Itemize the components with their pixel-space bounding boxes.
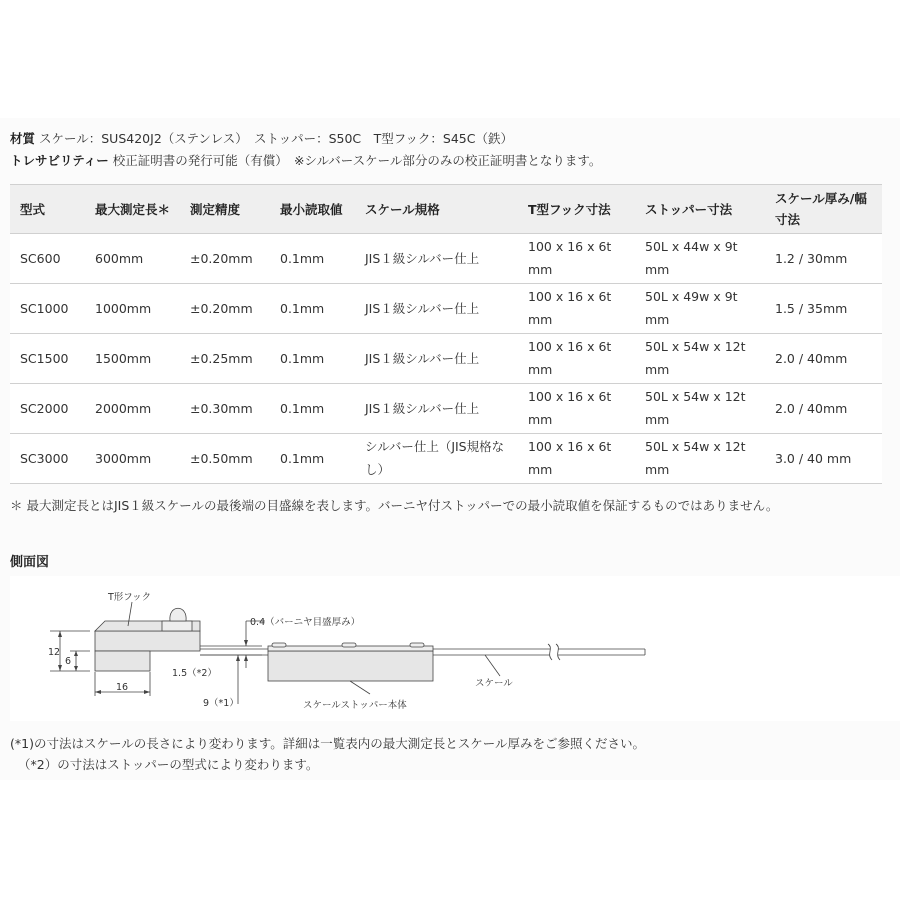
cell-accuracy: ±0.50mm: [180, 434, 270, 484]
label-stopper-body: スケールストッパー本体: [303, 700, 407, 711]
side-view-heading: 側面図: [10, 555, 50, 570]
cell-t-hook-size: 100 x 16 x 6t mm: [518, 284, 635, 334]
side-view-drawing: [10, 576, 900, 721]
cell-max-length: 1500mm: [85, 334, 180, 384]
label-dim-12: 12: [48, 647, 61, 658]
cell-model: SC2000: [10, 384, 85, 434]
footnote: ＊ 最大測定長とはJIS１級スケールの最後端の目盛線を表します。バーニヤ付ストッパーでの最小読取値を保証するものではありません。: [10, 498, 779, 513]
cell-stopper-size: 50L x 49w x 9t mm: [635, 284, 765, 334]
label-scale: スケール: [475, 678, 513, 689]
cell-scale-thickness-width: 3.0 / 40 mm: [765, 434, 882, 484]
header-scale-thickness-width: スケール厚み/幅寸法: [765, 185, 882, 234]
table-row: [10, 334, 882, 384]
t-hook-screw-base: [162, 621, 192, 631]
scale-leader: [485, 655, 500, 676]
cell-scale-standard: JIS１級シルバー仕上: [355, 334, 518, 384]
cell-scale-standard: JIS１級シルバー仕上: [355, 384, 518, 434]
cell-t-hook-size: 100 x 16 x 6t mm: [518, 234, 635, 284]
cell-stopper-size: 50L x 54w x 12t mm: [635, 384, 765, 434]
cell-t-hook-size: 100 x 16 x 6t mm: [518, 334, 635, 384]
stopper-screw-middle: [342, 643, 356, 647]
header-model: 型式: [10, 185, 85, 234]
stopper-body-shape: [268, 651, 433, 681]
label-dim-6: 6: [65, 656, 72, 667]
cell-min-reading: 0.1mm: [270, 234, 355, 284]
cell-max-length: 1000mm: [85, 284, 180, 334]
note-dimension-1: (*1)の寸法はスケールの長さにより変わります。詳細は一覧表内の最大測定長とスケール厚みをご参照ください。: [10, 736, 645, 751]
header-min-reading: 最小読取値: [270, 185, 355, 234]
cell-stopper-size: 50L x 54w x 12t mm: [635, 434, 765, 484]
label-dim-1-5: 1.5（*2）: [172, 668, 217, 679]
label-dim-9: 9（*1）: [203, 698, 239, 709]
table-row: [10, 434, 882, 484]
header-max-length: 最大測定長＊: [85, 185, 180, 234]
cell-model: SC600: [10, 234, 85, 284]
cell-scale-thickness-width: 2.0 / 40mm: [765, 334, 882, 384]
table-header-row: [10, 185, 882, 234]
t-hook-flange-shape: [95, 651, 150, 671]
cell-accuracy: ±0.20mm: [180, 234, 270, 284]
cell-t-hook-size: 100 x 16 x 6t mm: [518, 384, 635, 434]
cell-accuracy: ±0.20mm: [180, 284, 270, 334]
cell-max-length: 3000mm: [85, 434, 180, 484]
materials-text: スケール：SUS420J2（ステンレス） ストッパー：S50C T型フック：S45C（鉄）: [39, 131, 513, 146]
cell-stopper-size: 50L x 44w x 9t mm: [635, 234, 765, 284]
cell-min-reading: 0.1mm: [270, 284, 355, 334]
table-row: [10, 384, 882, 434]
spec-table: [10, 184, 882, 484]
cell-scale-thickness-width: 1.5 / 35mm: [765, 284, 882, 334]
header-t-hook-size: T型フック寸法: [518, 185, 635, 234]
cell-accuracy: ±0.30mm: [180, 384, 270, 434]
traceability-label: トレサビリティー: [10, 153, 109, 168]
cell-min-reading: 0.1mm: [270, 334, 355, 384]
table-row: [10, 284, 882, 334]
traceability-text: 校正証明書の発行可能（有償） ※シルバースケール部分のみの校正証明書となります。: [112, 153, 602, 168]
cell-min-reading: 0.1mm: [270, 384, 355, 434]
t-hook-screw-head: [170, 608, 186, 621]
cell-scale-thickness-width: 2.0 / 40mm: [765, 384, 882, 434]
side-view-diagram: [10, 576, 900, 721]
stopper-body-leader: [350, 681, 370, 694]
cell-t-hook-size: 100 x 16 x 6t mm: [518, 434, 635, 484]
cell-scale-thickness-width: 1.2 / 30mm: [765, 234, 882, 284]
cell-max-length: 2000mm: [85, 384, 180, 434]
header-scale-standard: スケール規格: [355, 185, 518, 234]
label-vernier-thickness: 0.4（バーニヤ目盛厚み）: [250, 617, 361, 628]
cell-max-length: 600mm: [85, 234, 180, 284]
cell-scale-standard: シルバー仕上（JIS規格なし）: [355, 434, 518, 484]
cell-min-reading: 0.1mm: [270, 434, 355, 484]
header-accuracy: 測定精度: [180, 185, 270, 234]
materials-line: [10, 129, 513, 147]
cell-accuracy: ±0.25mm: [180, 334, 270, 384]
break-mark: [548, 644, 560, 660]
traceability-line: [10, 151, 601, 169]
materials-label: 材質: [10, 131, 36, 146]
cell-model: SC1000: [10, 284, 85, 334]
stopper-screw-right: [410, 643, 424, 647]
label-dim-16: 16: [116, 682, 129, 693]
cell-scale-standard: JIS１級シルバー仕上: [355, 234, 518, 284]
header-stopper-size: ストッパー寸法: [635, 185, 765, 234]
cell-model: SC3000: [10, 434, 85, 484]
label-t-hook: T形フック: [108, 592, 152, 603]
table-row: [10, 234, 882, 284]
t-hook-head-shape: [95, 631, 200, 651]
cell-scale-standard: JIS１級シルバー仕上: [355, 284, 518, 334]
note-dimension-2: （*2）の寸法はストッパーの型式により変わります。: [18, 757, 319, 772]
cell-stopper-size: 50L x 54w x 12t mm: [635, 334, 765, 384]
stopper-screw-left: [272, 643, 286, 647]
cell-model: SC1500: [10, 334, 85, 384]
